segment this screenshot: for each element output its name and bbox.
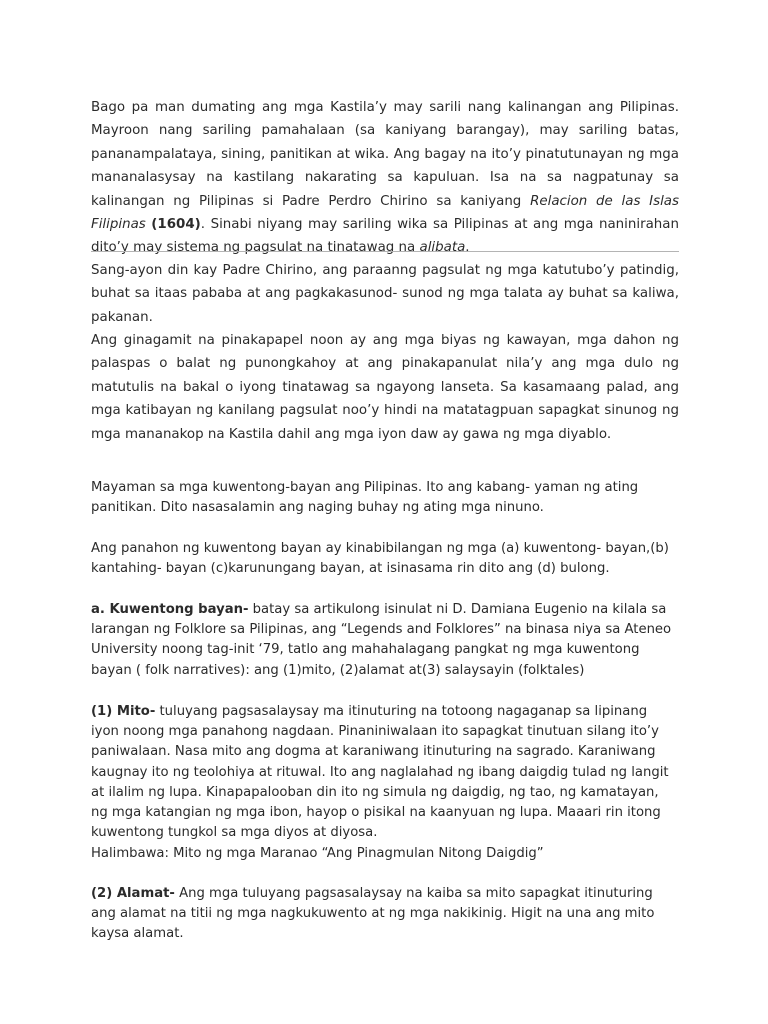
section-divider: [91, 251, 679, 252]
section-a-body: batay sa artikulong isinulat ni D. Damiana Eugenio na kilala sa larangan ng Folklore sa Pilipinas, ang “Legends and Folklores” na binasa niya sa Ateneo University noong tag-init ‘79, tatlo ang mahahalagang pangkat ng mga kuwentong bayan ( folk narratives): ang (1)mito, (2)alamat at(3) salaysayin (folktales): [91, 602, 672, 678]
alamat-heading: (2) Alamat-: [91, 886, 175, 901]
section-a-heading: a. Kuwentong bayan-: [91, 602, 249, 617]
writing-materials-paragraph: Ang ginagamit na pinakapapel noon ay ang mga biyas ng kawayan, mga dahon ng palaspas o balat ng punongkahoy at ang pinakapanulat nila’y ang mga dulo ng matutulis na bakal o iyong tinatawag sa ngayong lanseta. Sa kasamaang palad, ang mga katibayan ng kanilang pagsulat noo’y hindi na matatagpuan sapagkat sinunog ng mga mananakop na Kastila dahil ang mga iyon daw ay gawa ng mga diyablo.: [91, 333, 679, 442]
script-name: alibata: [419, 240, 466, 256]
alamat-paragraph: [91, 884, 679, 945]
intro-paragraph: [91, 96, 679, 260]
intro-text-2: . Sinabi niyang may sariling wika sa Pilipinas at ang mga naninirahan dito’y may sistema ng pagsulat na tinatawag na: [91, 217, 679, 256]
mito-body: tuluyang pagsasalaysay ma itinuturing na totoong nagaganap sa lipinang iyon noong mga panahong nagdaan. Pinaniniwalaan ito sapagkat tinutuan silang ito’y paniwalaan. Nasa mito ang dogma at karaniwang itinuturing na sagrado. Karaniwang kaugnay ito ng teolohiya at rituwal. Ito ang naglalahad ng ibang daigdig tulad ng langit at ilalim ng lupa. Kinapapalooban din ito ng simula ng daigdig, ng tao, ng kamatayan, ng mga katangian ng mga ibon, hayop o pisikal na kaanyuan ng lupa. Maaari rin itong kuwentong tungkol sa mga diyos at diyosa.: [91, 704, 669, 841]
folk-intro-paragraph: Mayaman sa mga kuwentong-bayan ang Pilipinas. Ito ang kabang- yaman ng ating panitikan. Dito nasasalamin ang naging buhay ng ating mga ninuno.: [91, 480, 639, 516]
intro-text-1: Bago pa man dumating ang mga Kastila’y may sarili nang kalinangan ang Pilipinas. Mayroon nang sariling pamahalaan (sa kaniyang barangay), may sariling batas, pananampalataya, sining, panitikan at wika. Ang bagay na ito’y pinatutunayan ng mga mananalasysay na kastilang nakarating sa kapuluan. Isa na sa nagpatunay sa kalinangan ng Pilipinas si Padre Perdro Chirino sa kaniyang: [91, 100, 679, 209]
mito-heading: (1) Mito-: [91, 704, 156, 719]
mito-paragraph: [91, 702, 679, 843]
section-a-paragraph: [91, 600, 679, 681]
period-paragraph: Ang panahon ng kuwentong bayan ay kinabibilangan ng mga (a) kuwentong- bayan,(b) kantahing- bayan (c)karunungang bayan, at isinasama rin dito ang (d) bulong.: [91, 541, 669, 577]
intro-text-3: .: [465, 240, 470, 256]
alamat-body: Ang mga tuluyang pagsasalaysay na kaiba sa mito sapagkat itinuturing ang alamat na titii ng mga nagkukuwento at ng mga nakikinig. Higit na una ang mito kaysa alamat.: [91, 886, 655, 942]
example-paragraph: Halimbawa: Mito ng mga Maranao “Ang Pinagmulan Nitong Daigdig”: [91, 846, 544, 861]
chirino-writing-paragraph: Sang-ayon din kay Padre Chirino, ang paraanng pagsulat ng mga katutubo’y patindig, buhat sa itaas pababa at ang pagkakasunod- sunod ng mga talata ay buhat sa kaliwa, pakanan.: [91, 263, 679, 325]
book-title: Relacion de las Islas Filipinas: [91, 193, 679, 233]
publication-year: (1604): [151, 217, 201, 233]
